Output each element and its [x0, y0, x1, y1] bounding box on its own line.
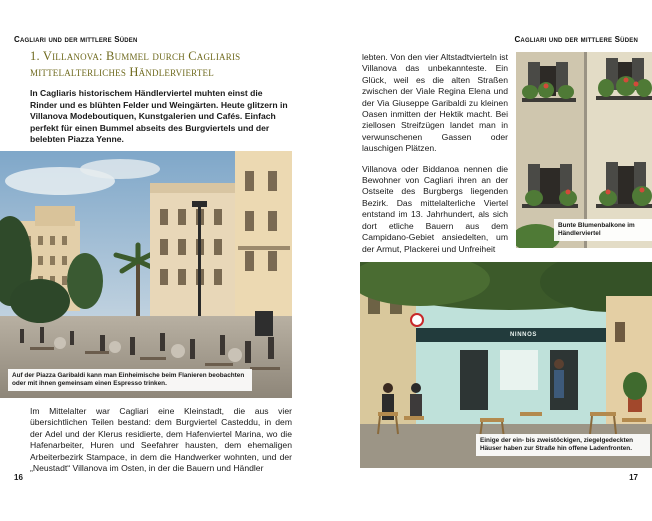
- cafe-photo: [360, 262, 652, 468]
- cafe-photo-caption: Einige der ein- bis zweistöckigen, ziegelgedeckten Häuser haben zur Straße hin offene Ladenfronten.: [476, 434, 650, 456]
- body-paragraph-right-2: Villanova oder Biddanoa nennen die Bewohner von Cagliari ihren an der Ostseite des Burgbergs liegenden Bezirk. Das mittelalterliche Viertel entstand im 13. Jahrhundert, als sich dort etliche Bauern aus dem Campidano-Gebiet ansiedelten, um der Armut, Plackerei und Unfreiheit: [362, 163, 508, 254]
- body-paragraph-right-1: lebten. Von den vier Altstadtvierteln ist Villanova das unbekannteste. Ein Glück, weil es die alten Straßen zwischen der Viale Regina Elena und der Via Giuseppe Garibaldi zu kleinen Oasen inmitten der Hektik macht. Bei ziellosen Streifzügen landet man in verwunschenen Gassen oder lauschigen Plätzen.: [362, 52, 508, 154]
- running-head-right: Cagliari und der mittlere Süden: [514, 35, 638, 44]
- page-number-left: 16: [14, 473, 23, 482]
- right-page: [326, 0, 652, 521]
- body-paragraph-left: Im Mittelalter war Cagliari eine Kleinstadt, die aus vier übersichtlichen Teilen bestand: dem Burgviertel Casteddu, in dem der Adel und der Klerus residierte, dem Hafenviertel Marina, wo die Hafenarbeiter, Huren und Seefahrer hausten, dem ehemaligen Arbeiterbezirk Stampace, in dem die Handwerker wohnten, und der „Neustadt“ Villanova im Osten, in der die Bauern und Händler: [30, 406, 292, 474]
- piazza-garibaldi-photo: [0, 151, 292, 398]
- cafe-sign: NINNOS: [510, 332, 537, 338]
- balcony-photo-caption: Bunte Blumenbalkone im Händlerviertel: [554, 219, 652, 241]
- piazza-photo-illustration: [0, 151, 292, 398]
- page-number-right: 17: [629, 473, 638, 482]
- piazza-photo-caption: Auf der Piazza Garibaldi kann man Einheimische beim Flanieren beobachten oder mit ihnen gemeinsam einen Espresso trinken.: [8, 369, 252, 391]
- running-head-left: Cagliari und der mittlere Süden: [14, 35, 138, 44]
- balcony-photo: [516, 52, 652, 248]
- right-text-column: [362, 52, 508, 264]
- section-title: 1. Villanova: Bummel durch Cagliaris mittelalterliches Händlerviertel: [30, 49, 241, 79]
- intro-paragraph: In Cagliaris historischem Händlerviertel muhten einst die Rinder und es blühten Felder und Weingärten. Heute glitzern in Villanova Modeboutiquen, Kunstgalerien und Cafés. Einfach perfekt für einen Bummel abseits des Burgviertels und der belebten Piazza Yenne.: [30, 88, 288, 145]
